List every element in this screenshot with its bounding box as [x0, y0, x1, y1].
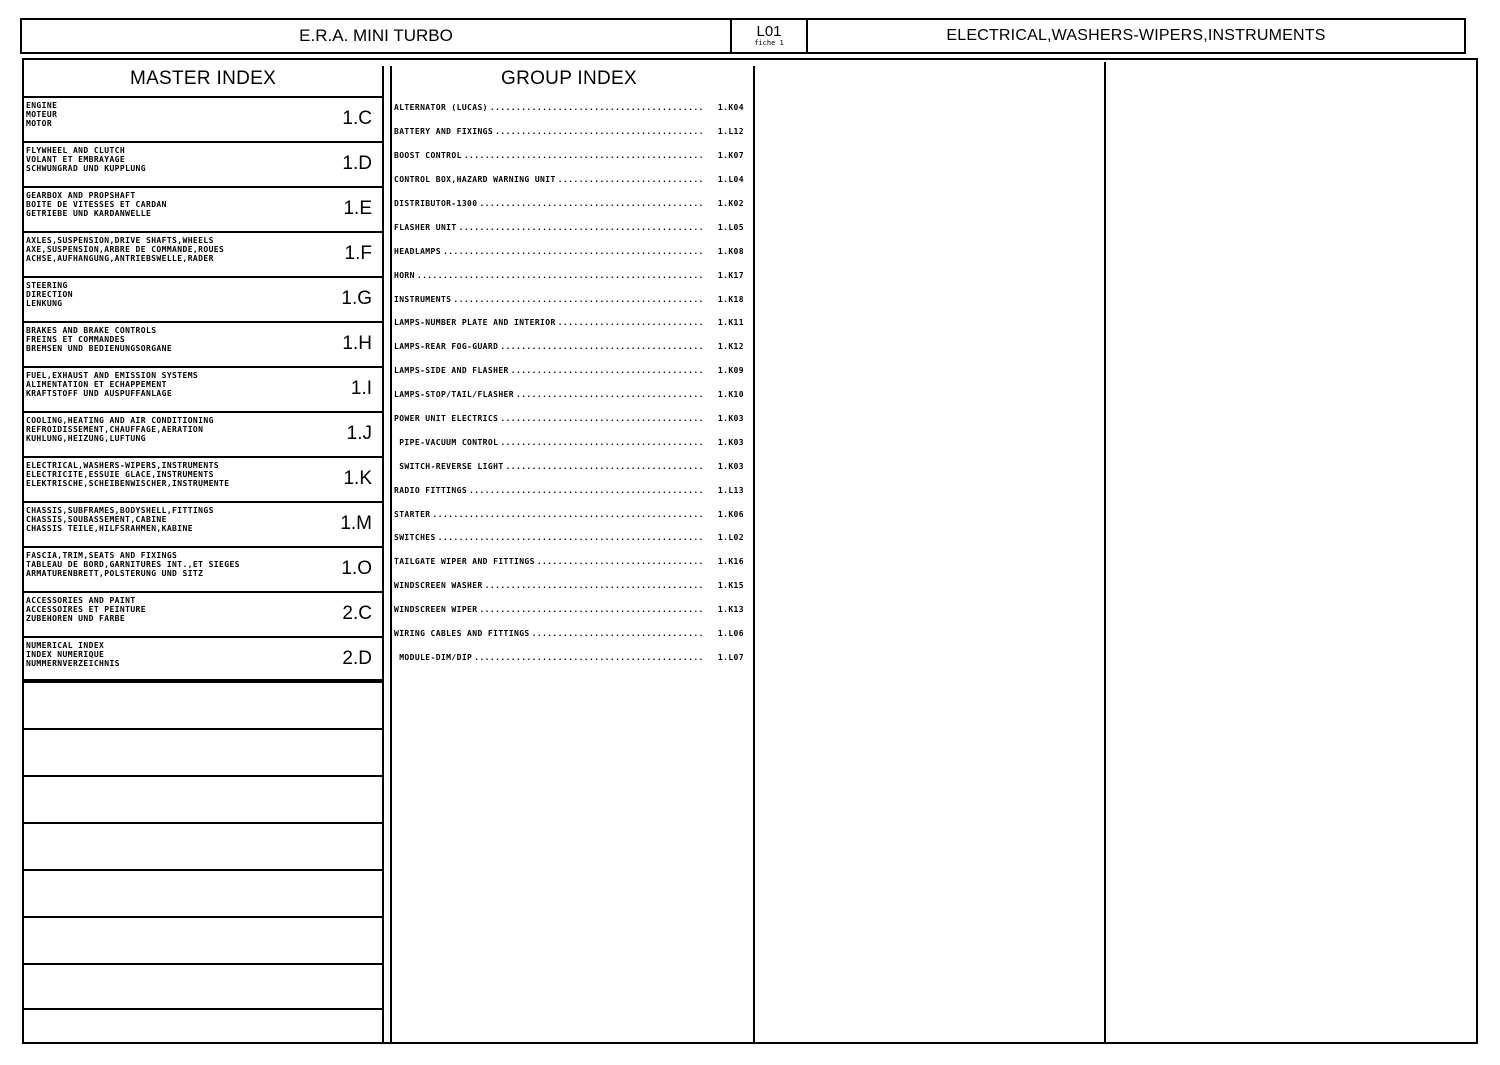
- leader-dots: [500, 438, 702, 447]
- entry-label: PIPE-VACUUM CONTROL: [394, 437, 499, 447]
- blank-row: [22, 916, 384, 963]
- leader-dots: [485, 581, 702, 590]
- master-index-entry[interactable]: [22, 231, 384, 276]
- entry-line: COOLING,HEATING AND AIR CONDITIONING: [26, 416, 214, 425]
- entry-line: MOTOR: [26, 119, 53, 128]
- entry-label: WINDSCREEN WIPER: [394, 605, 478, 615]
- group-index-entry[interactable]: [394, 478, 744, 502]
- entry-label: WIRING CABLES AND FITTINGS: [394, 629, 530, 639]
- master-index-entry[interactable]: [22, 141, 384, 186]
- entry-label: LAMPS-NUMBER PLATE AND INTERIOR: [394, 318, 556, 328]
- fiche-code: L01: [756, 23, 782, 40]
- master-index-entry[interactable]: [22, 411, 384, 456]
- entry-label: LAMPS-SIDE AND FLASHER: [394, 366, 509, 376]
- entry-code: 1.I: [350, 378, 372, 399]
- entry-reference: 1.L12: [717, 127, 744, 137]
- entry-line: ELEKTRISCHE,SCHEIBENWISCHER,INSTRUMENTE: [26, 479, 230, 488]
- group-index-entry[interactable]: [394, 359, 744, 383]
- group-index-list: [394, 96, 744, 669]
- entry-line: ALIMENTATION ET ECHAPPEMENT: [26, 380, 167, 389]
- entry-code: 1.D: [342, 153, 372, 174]
- group-index-entry[interactable]: [394, 454, 744, 478]
- vehicle-title: E.R.A. MINI TURBO: [22, 20, 732, 52]
- entry-line: ELECTRICITE,ESSUIE GLACE,INSTRUMENTS: [26, 470, 214, 479]
- entry-line: AXLES,SUSPENSION,DRIVE SHAFTS,WHEELS: [26, 236, 214, 245]
- entry-reference: 1.K07: [717, 151, 744, 161]
- entry-code: 2.C: [342, 603, 372, 624]
- entry-reference: 1.K04: [717, 103, 744, 113]
- master-index-entry[interactable]: [22, 546, 384, 591]
- entry-label: STARTER: [394, 509, 431, 519]
- entry-label: RADIO FITTINGS: [394, 485, 468, 495]
- entry-reference: 1.K09: [717, 366, 744, 376]
- master-index-entry[interactable]: [22, 591, 384, 636]
- entry-label: HEADLAMPS: [394, 246, 441, 256]
- header-bar: [20, 18, 1466, 54]
- entry-line: STEERING: [26, 281, 68, 290]
- entry-line: NUMMERNVERZEICHNIS: [26, 659, 120, 668]
- entry-line: FASCIA,TRIM,SEATS AND FIXINGS: [26, 551, 178, 560]
- master-index-entry[interactable]: [22, 321, 384, 366]
- entry-line: ACCESSORIES AND PAINT: [26, 596, 136, 605]
- master-index: [22, 62, 384, 1010]
- group-index-entry[interactable]: [394, 263, 744, 287]
- entry-code: 1.K: [343, 468, 372, 489]
- entry-label: BATTERY AND FIXINGS: [394, 127, 494, 137]
- group-index-entry[interactable]: [394, 430, 744, 454]
- leader-dots: [511, 366, 702, 375]
- entry-reference: 1.K10: [717, 390, 744, 400]
- entry-label: FLASHER UNIT: [394, 222, 457, 232]
- master-index-entry[interactable]: [22, 456, 384, 501]
- leader-dots: [490, 103, 702, 112]
- entry-reference: 1.K03: [717, 414, 744, 424]
- entry-label: INSTRUMENTS: [394, 294, 452, 304]
- leader-dots: [433, 510, 702, 519]
- group-index-title: GROUP INDEX: [501, 68, 637, 89]
- entry-line: ACCESSOIRES ET PEINTURE: [26, 605, 146, 614]
- entry-description: [26, 236, 224, 263]
- entry-line: GEARBOX AND PROPSHAFT: [26, 191, 136, 200]
- entry-line: REFROIDISSEMENT,CHAUFFAGE,AERATION: [26, 425, 204, 434]
- master-index-entry[interactable]: [22, 501, 384, 546]
- entry-code: 1.C: [342, 108, 372, 129]
- entry-line: BOITE DE VITESSES ET CARDAN: [26, 200, 167, 209]
- group-index-entry[interactable]: [394, 526, 744, 550]
- entry-line: TABLEAU DE BORD,GARNITURES INT.,ET SIEGES: [26, 560, 240, 569]
- entry-description: [26, 551, 240, 578]
- entry-reference: 1.K02: [717, 199, 744, 208]
- entry-description: [26, 371, 198, 398]
- entry-line: GETRIEBE UND KARDANWELLE: [26, 209, 152, 218]
- leader-dots: [558, 318, 702, 327]
- fiche-number: fiche 1: [754, 39, 784, 47]
- entry-label: POWER UNIT ELECTRICS: [394, 414, 499, 424]
- entry-label: WINDSCREEN WASHER: [394, 581, 483, 591]
- leader-dots: [474, 653, 702, 662]
- entry-code: 1.J: [346, 423, 372, 444]
- leader-dots: [417, 271, 702, 280]
- leader-dots: [443, 247, 702, 256]
- entry-line: VOLANT ET EMBRAYAGE: [26, 155, 126, 164]
- entry-line: ENGINE: [26, 101, 58, 110]
- entry-line: AXE,SUSPENSION,ARBRE DE COMMANDE,ROUES: [26, 245, 225, 254]
- group-index-entry[interactable]: [394, 502, 744, 526]
- entry-code: 1.H: [342, 333, 372, 354]
- entry-code: 1.G: [341, 288, 372, 309]
- fiche-code-box: [732, 20, 808, 52]
- group-index-entry[interactable]: [394, 550, 744, 574]
- entry-line: CHASSIS TEILE,HILFSRAHMEN,KABINE: [26, 524, 193, 533]
- master-index-blank-rows: [22, 681, 384, 1010]
- entry-code: 1.O: [341, 558, 372, 579]
- entry-description: [26, 596, 146, 623]
- entry-description: [26, 506, 214, 533]
- entry-description: [26, 146, 146, 173]
- leader-dots: [537, 557, 702, 566]
- entry-reference: 1.K03: [717, 461, 744, 471]
- group-index-entry[interactable]: [394, 239, 744, 263]
- entry-reference: 1.K18: [717, 294, 744, 304]
- entry-line: MOTEUR: [26, 110, 58, 119]
- entry-line: FUEL,EXHAUST AND EMISSION SYSTEMS: [26, 371, 199, 380]
- entry-line: DIRECTION: [26, 290, 73, 299]
- group-index-entry[interactable]: [394, 598, 744, 622]
- leader-dots: [479, 199, 702, 208]
- leader-dots: [438, 533, 702, 542]
- entry-line: LENKUNG: [26, 299, 63, 308]
- entry-reference: 1.L02: [717, 533, 744, 543]
- entry-label: MODULE-DIM/DIP: [394, 652, 473, 662]
- group-index: [394, 62, 744, 669]
- leader-dots: [500, 342, 702, 351]
- entry-line: FREINS ET COMMANDES: [26, 335, 126, 344]
- master-index-title: MASTER INDEX: [129, 68, 277, 89]
- entry-description: [26, 101, 57, 128]
- leader-dots: [506, 462, 702, 471]
- leader-dots: [459, 223, 702, 232]
- blank-row: [22, 869, 384, 916]
- entry-label: LAMPS-REAR FOG-GUARD: [394, 342, 499, 352]
- entry-line: ACHSE,AUFHANGUNG,ANTRIEBSWELLE,RADER: [26, 254, 214, 263]
- blank-row: [22, 728, 384, 775]
- entry-reference: 1.K06: [717, 509, 744, 519]
- entry-label: ALTERNATOR (LUCAS): [394, 103, 488, 113]
- group-index-entry[interactable]: [394, 574, 744, 598]
- entry-reference: 1.K11: [717, 318, 744, 328]
- entry-reference: 1.L13: [717, 485, 744, 495]
- leader-dots: [464, 151, 702, 160]
- entry-line: KUHLUNG,HEIZUNG,LUFTUNG: [26, 434, 146, 443]
- entry-code: 1.M: [340, 513, 372, 534]
- entry-line: KRAFTSTOFF UND AUSPUFFANLAGE: [26, 389, 173, 398]
- entry-description: [26, 461, 229, 488]
- entry-description: [26, 641, 120, 668]
- group-index-entry[interactable]: [394, 144, 744, 168]
- entry-line: FLYWHEEL AND CLUTCH: [26, 146, 126, 155]
- entry-line: NUMERICAL INDEX: [26, 641, 105, 650]
- entry-line: ARMATURENBRETT,POLSTERUNG UND SITZ: [26, 569, 204, 578]
- leader-dots: [479, 605, 702, 614]
- entry-reference: 1.L06: [717, 629, 744, 639]
- group-index-entry[interactable]: [394, 311, 744, 335]
- entry-reference: 1.L04: [717, 175, 744, 185]
- entry-reference: 1.L07: [717, 652, 744, 662]
- group-index-entry[interactable]: [394, 335, 744, 359]
- group-index-entry[interactable]: [394, 383, 744, 407]
- group-index-entry[interactable]: [394, 168, 744, 192]
- entry-description: [26, 281, 73, 308]
- entry-line: INDEX NUMERIQUE: [26, 650, 105, 659]
- master-index-entry[interactable]: [22, 636, 384, 681]
- leader-dots: [469, 486, 702, 495]
- entry-line: BRAKES AND BRAKE CONTROLS: [26, 326, 157, 335]
- leader-dots: [453, 295, 702, 304]
- blank-row: [22, 681, 384, 728]
- entry-line: SCHWUNGRAD UND KUPPLUNG: [26, 164, 146, 173]
- entry-line: CHASSIS,SOUBASSEMENT,CABINE: [26, 515, 167, 524]
- entry-description: [26, 416, 214, 443]
- entry-label: HORN: [394, 270, 415, 280]
- entry-label: BOOST CONTROL: [394, 151, 462, 161]
- entry-label: CONTROL BOX,HAZARD WARNING UNIT: [394, 175, 556, 185]
- entry-description: [26, 326, 172, 353]
- blank-row: [22, 775, 384, 822]
- group-index-entry[interactable]: [394, 645, 744, 669]
- group-index-entry[interactable]: [394, 407, 744, 431]
- entry-reference: 1.K17: [717, 270, 744, 280]
- leader-dots: [532, 629, 702, 638]
- entry-line: BREMSEN UND BEDIENUNGSORGANE: [26, 344, 173, 353]
- column-divider: [753, 66, 755, 1042]
- leader-dots: [516, 390, 702, 399]
- group-index-entry[interactable]: [394, 192, 744, 216]
- entry-code: 1.F: [344, 243, 372, 264]
- entry-label: TAILGATE WIPER AND FITTINGS: [394, 557, 535, 567]
- master-index-entry[interactable]: [22, 186, 384, 231]
- entry-code: 1.E: [343, 198, 372, 219]
- leader-dots: [495, 127, 702, 136]
- group-index-entry[interactable]: [394, 287, 744, 311]
- master-index-list: [22, 96, 384, 681]
- entry-label: SWITCHES: [394, 533, 436, 543]
- group-index-entry[interactable]: [394, 215, 744, 239]
- entry-reference: 1.K13: [717, 605, 744, 615]
- entry-line: CHASSIS,SUBFRAMES,BODYSHELL,FITTINGS: [26, 506, 214, 515]
- master-index-entry[interactable]: [22, 276, 384, 321]
- entry-reference: 1.K03: [717, 437, 744, 447]
- entry-reference: 1.K16: [717, 557, 744, 567]
- entry-label: SWITCH-REVERSE LIGHT: [394, 461, 504, 471]
- blank-row: [22, 963, 384, 1010]
- leader-dots: [558, 175, 702, 184]
- leader-dots: [500, 414, 702, 423]
- group-index-entry[interactable]: [394, 120, 744, 144]
- entry-reference: 1.K08: [717, 246, 744, 256]
- entry-reference: 1.K12: [717, 342, 744, 352]
- column-divider: [1104, 62, 1106, 1042]
- group-index-entry[interactable]: [394, 96, 744, 120]
- entry-reference: 1.K15: [717, 581, 744, 591]
- entry-code: 2.D: [342, 648, 372, 669]
- entry-label: DISTRIBUTOR-1300: [394, 199, 478, 208]
- section-title: ELECTRICAL,WASHERS-WIPERS,INSTRUMENTS: [946, 27, 1326, 44]
- entry-description: [26, 191, 167, 218]
- master-index-entry[interactable]: [22, 96, 384, 141]
- entry-reference: 1.L05: [717, 222, 744, 232]
- entry-line: ZUBEHOREN UND FARBE: [26, 614, 126, 623]
- blank-row: [22, 822, 384, 869]
- column-divider: [390, 66, 392, 1042]
- entry-label: LAMPS-STOP/TAIL/FLASHER: [394, 390, 514, 400]
- entry-line: ELECTRICAL,WASHERS-WIPERS,INSTRUMENTS: [26, 461, 220, 470]
- group-index-entry[interactable]: [394, 622, 744, 646]
- master-index-entry[interactable]: [22, 366, 384, 411]
